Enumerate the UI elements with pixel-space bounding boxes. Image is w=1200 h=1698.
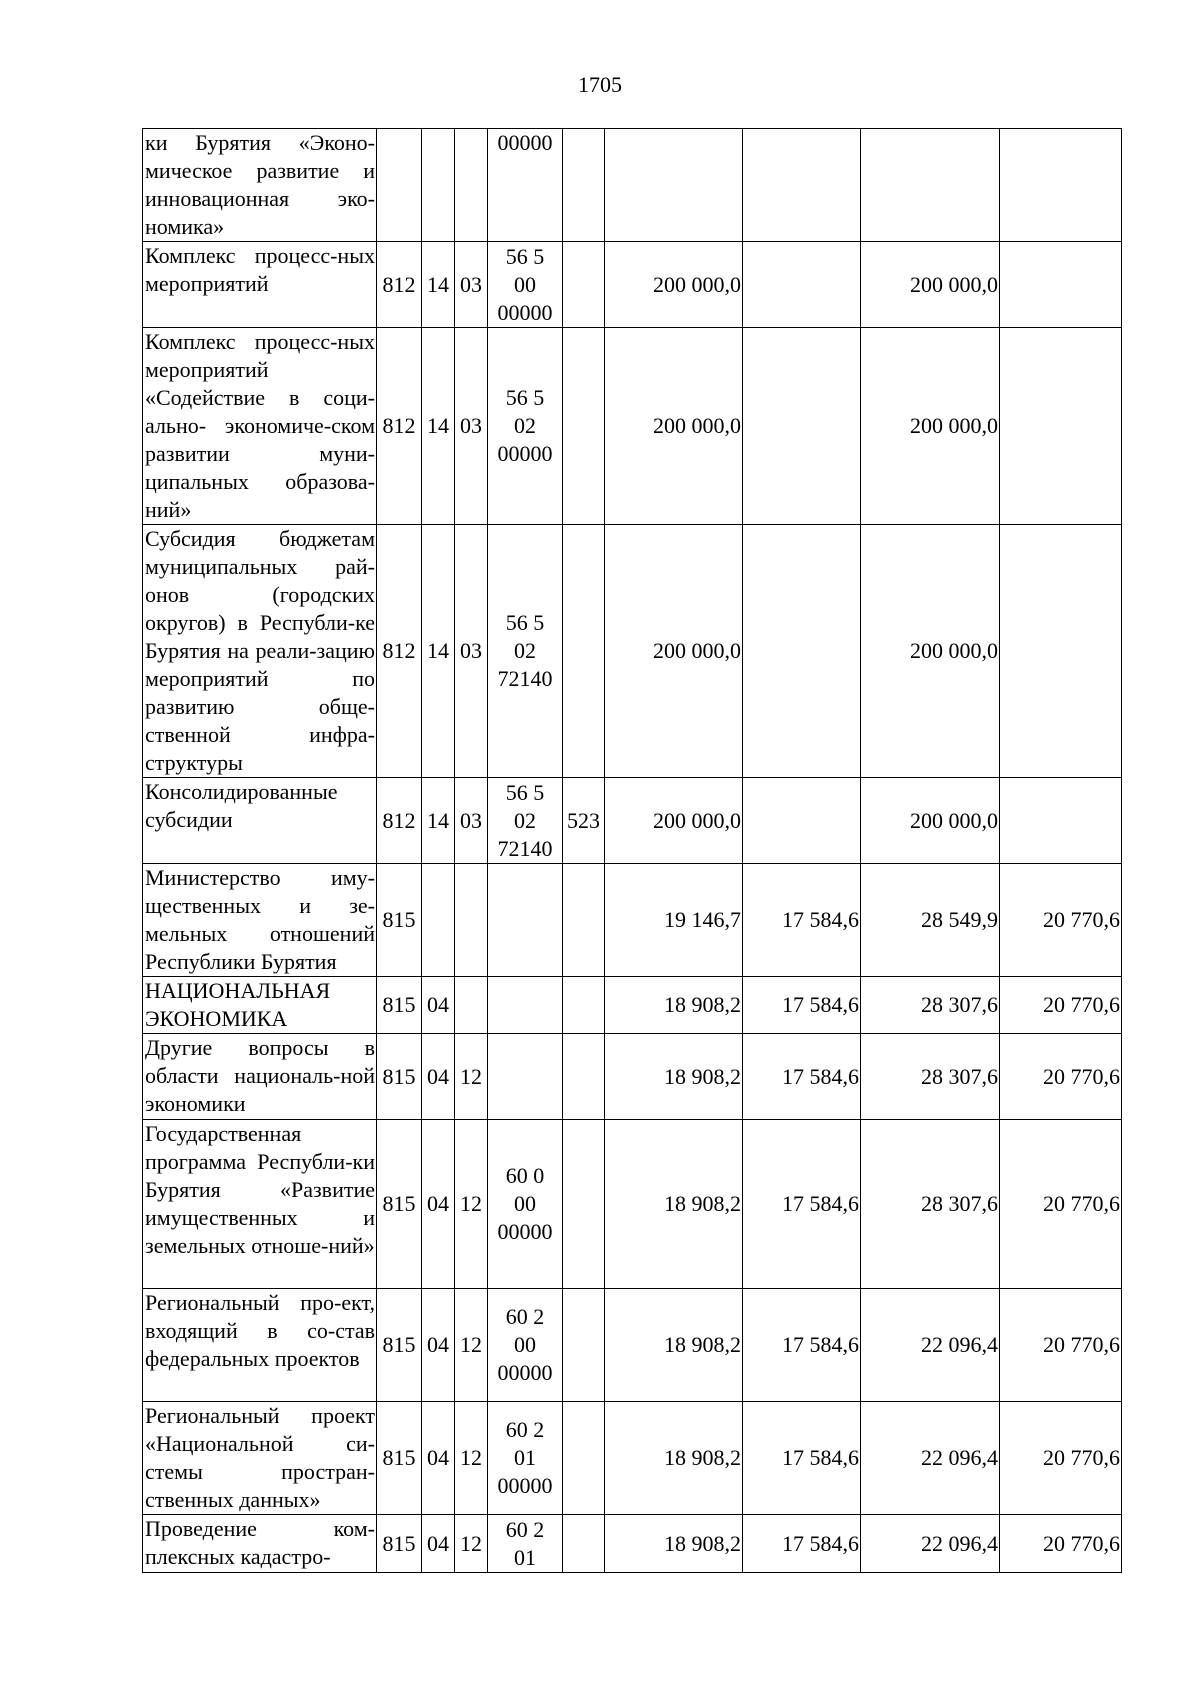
sum-2-cell [743,778,861,864]
section-code-cell: 04 [422,1034,455,1120]
target-article-cell [488,525,563,778]
target-article-line: 02 [514,807,536,833]
section-code-cell: 04 [422,1120,455,1289]
sum-1-cell: 18 908,2 [605,1034,743,1120]
expense-type-cell [563,525,605,778]
ved-code-cell [377,129,422,242]
sum-4-cell [1000,778,1122,864]
target-article-cell [488,1515,563,1573]
subsection-code-cell: 03 [455,778,488,864]
sum-4-cell [1000,328,1122,525]
subsection-code-cell [455,129,488,242]
row-name-cell: Министерство иму-щественных и зе-мельных отношений Республики Бурятия [143,864,377,977]
sum-2-cell: 17 584,6 [743,864,861,977]
sum-4-cell: 20 770,6 [1000,864,1122,977]
ved-code-cell: 815 [377,1034,422,1120]
target-article-line: 72140 [497,666,553,691]
ved-code-cell: 815 [377,1289,422,1402]
target-article-cell [488,1034,563,1120]
table-row [143,525,1122,778]
row-name-cell: Проведение ком-плексных кадастро- [143,1515,377,1573]
sum-2-cell [743,129,861,242]
ved-code-cell: 815 [377,977,422,1034]
target-article-line: 60 2 [505,1516,545,1542]
section-code-cell: 04 [422,1289,455,1402]
expense-type-cell: 523 [563,778,605,864]
sum-2-cell: 17 584,6 [743,1120,861,1289]
target-article-line: 00000 [497,1219,553,1244]
section-code-cell: 14 [422,525,455,778]
target-article-line: 56 5 [505,610,545,635]
ved-code-cell: 812 [377,328,422,525]
subsection-code-cell: 03 [455,328,488,525]
target-article-cell [488,977,563,1034]
sum-1-cell: 200 000,0 [605,328,743,525]
row-name-cell: ки Бурятия «Эконо-мическое развитие и инновационная эко-номика» [143,129,377,242]
target-article-line: 02 [514,413,536,438]
section-code-cell: 14 [422,328,455,525]
ved-code-cell: 815 [377,1120,422,1289]
table-row [143,1289,1122,1402]
target-article-line: 60 0 [505,1163,545,1188]
sum-4-cell: 20 770,6 [1000,1034,1122,1120]
section-code-cell: 14 [422,242,455,328]
section-code-cell [422,864,455,977]
subsection-code-cell [455,977,488,1034]
section-code-cell: 04 [422,1402,455,1515]
subsection-code-cell: 12 [455,1034,488,1120]
sum-1-cell: 18 908,2 [605,1120,743,1289]
row-name-cell: Региональный проект «Национальной си-стемы простран-ственных данных» [143,1402,377,1515]
row-name-cell: Другие вопросы в области националь-ной экономики [143,1034,377,1120]
row-name-cell: Консолидированные субсидии [143,778,377,864]
table-row [143,1515,1122,1573]
target-article-line: 01 [514,1445,536,1470]
sum-3-cell: 22 096,4 [861,1289,1000,1402]
target-article-cell [488,242,563,328]
section-code-cell: 14 [422,778,455,864]
sum-4-cell [1000,525,1122,778]
table-row [143,129,1122,242]
sum-2-cell [743,525,861,778]
ved-code-cell: 815 [377,1515,422,1573]
sum-1-cell: 200 000,0 [605,525,743,778]
sum-1-cell: 19 146,7 [605,864,743,977]
subsection-code-cell: 12 [455,1515,488,1573]
target-article-line: 00000 [497,1360,553,1385]
row-name-cell: НАЦИОНАЛЬНАЯ ЭКОНОМИКА [143,977,377,1034]
expense-type-cell [563,977,605,1034]
sum-1-cell [605,129,743,242]
sum-4-cell: 20 770,6 [1000,1120,1122,1289]
expense-type-cell [563,1515,605,1573]
sum-3-cell: 28 307,6 [861,977,1000,1034]
expense-type-cell [563,1402,605,1515]
sum-4-cell: 20 770,6 [1000,1515,1122,1573]
sum-2-cell [743,328,861,525]
target-article-line: 01 [514,1544,536,1570]
sum-1-cell: 200 000,0 [605,242,743,328]
table-body [143,129,1122,1573]
sum-4-cell: 20 770,6 [1000,1402,1122,1515]
target-article-cell [488,778,563,864]
target-article-cell [488,129,563,242]
table-row [143,1034,1122,1120]
target-article-line: 00 [514,1191,536,1216]
row-name-cell: Субсидия бюджетам муниципальных рай-онов (городских округов) в Республи-ке Бурятия на реали-зацию мероприятий по развитию обще-ственной инфра-структуры [143,525,377,778]
sum-2-cell: 17 584,6 [743,977,861,1034]
ved-code-cell: 812 [377,525,422,778]
row-name-cell: Комплекс процесс-ных мероприятий «Содействие в соци-ально- экономиче-ском развитии муни-ципальных образова-ний» [143,328,377,525]
sum-1-cell: 18 908,2 [605,977,743,1034]
budget-table [142,128,1122,1573]
row-name-cell: Государственная программа Республи-ки Бурятия «Развитие имущественных и земельных отноше-ний» [143,1120,377,1289]
table-row [143,977,1122,1034]
sum-3-cell: 28 549,9 [861,864,1000,977]
target-article-line: 56 5 [505,779,545,805]
sum-2-cell: 17 584,6 [743,1289,861,1402]
sum-3-cell: 200 000,0 [861,242,1000,328]
sum-3-cell: 22 096,4 [861,1402,1000,1515]
target-article-cell [488,1402,563,1515]
table-row [143,864,1122,977]
table-row [143,1402,1122,1515]
sum-1-cell: 18 908,2 [605,1289,743,1402]
sum-2-cell [743,242,861,328]
sum-3-cell: 28 307,6 [861,1120,1000,1289]
target-article-line: 72140 [497,835,553,861]
target-article-line: 00 [514,1332,536,1357]
expense-type-cell [563,1034,605,1120]
ved-code-cell: 815 [377,864,422,977]
table-row [143,242,1122,328]
subsection-code-cell: 12 [455,1402,488,1515]
target-article-line: 56 5 [505,243,545,269]
table-row [143,778,1122,864]
row-name-cell: Региональный про-ект, входящий в со-став федеральных проектов [143,1289,377,1402]
target-article-cell [488,1289,563,1402]
sum-2-cell: 17 584,6 [743,1515,861,1573]
ved-code-cell: 815 [377,1402,422,1515]
target-article-line: 00 [514,271,536,297]
target-article-line: 56 5 [505,385,545,410]
target-article-cell [488,864,563,977]
sum-2-cell: 17 584,6 [743,1034,861,1120]
sum-1-cell: 18 908,2 [605,1402,743,1515]
target-article-line: 00000 [497,441,553,466]
target-article-line: 00000 [497,130,553,155]
sum-3-cell [861,129,1000,242]
sum-3-cell: 200 000,0 [861,525,1000,778]
sum-4-cell: 20 770,6 [1000,977,1122,1034]
sum-3-cell: 28 307,6 [861,1034,1000,1120]
section-code-cell: 04 [422,1515,455,1573]
table-row [143,1120,1122,1289]
expense-type-cell [563,328,605,525]
sum-2-cell: 17 584,6 [743,1402,861,1515]
sum-3-cell: 22 096,4 [861,1515,1000,1573]
target-article-line: 00000 [497,299,553,325]
expense-type-cell [563,129,605,242]
sum-1-cell: 18 908,2 [605,1515,743,1573]
target-article-line: 60 2 [505,1417,545,1442]
expense-type-cell [563,1120,605,1289]
section-code-cell [422,129,455,242]
expense-type-cell [563,864,605,977]
subsection-code-cell: 03 [455,242,488,328]
sum-4-cell [1000,242,1122,328]
ved-code-cell: 812 [377,242,422,328]
sum-3-cell: 200 000,0 [861,778,1000,864]
target-article-line: 60 2 [505,1304,545,1329]
table-row [143,328,1122,525]
subsection-code-cell: 12 [455,1289,488,1402]
target-article-cell [488,328,563,525]
expense-type-cell [563,242,605,328]
sum-4-cell: 20 770,6 [1000,1289,1122,1402]
ved-code-cell: 812 [377,778,422,864]
sum-4-cell [1000,129,1122,242]
sum-1-cell: 200 000,0 [605,778,743,864]
subsection-code-cell: 03 [455,525,488,778]
target-article-cell [488,1120,563,1289]
subsection-code-cell [455,864,488,977]
section-code-cell: 04 [422,977,455,1034]
subsection-code-cell: 12 [455,1120,488,1289]
page-number: 1705 [578,72,622,97]
sum-3-cell: 200 000,0 [861,328,1000,525]
expense-type-cell [563,1289,605,1402]
target-article-line: 00000 [497,1473,553,1498]
row-name-cell: Комплекс процесс-ных мероприятий [143,242,377,328]
target-article-line: 02 [514,638,536,663]
